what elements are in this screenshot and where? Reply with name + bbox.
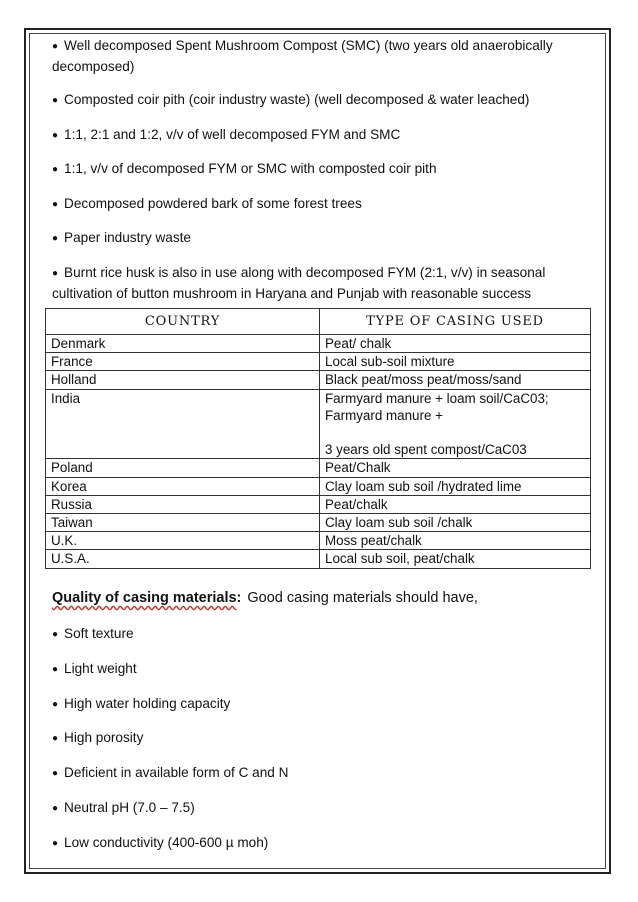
- list-item: ● Paper industry waste: [52, 230, 191, 245]
- table-row: [46, 389, 591, 459]
- casing-cell: Local sub-soil mixture: [320, 353, 591, 371]
- list-item: ● Neutral pH (7.0 – 7.5): [52, 799, 195, 815]
- quality-intro-text: Good casing materials should have,: [247, 590, 478, 606]
- bullet-icon: ●: [52, 41, 59, 52]
- bullet-icon: ●: [52, 663, 59, 675]
- casing-materials-list: [52, 36, 592, 304]
- bullet-icon: ●: [52, 233, 59, 244]
- casing-cell: Local sub soil, peat/chalk: [320, 550, 591, 568]
- table-row: [46, 353, 591, 371]
- bullet-icon: ●: [52, 768, 59, 780]
- table-row: [46, 514, 591, 532]
- list-item: ● 1:1, 2:1 and 1:2, v/v of well decomposed FYM and SMC: [52, 126, 401, 142]
- casing-line: [325, 424, 585, 441]
- table-row: [46, 532, 591, 550]
- casing-cell: Clay loam sub soil /chalk: [320, 514, 591, 532]
- list-item: ● High porosity: [52, 730, 144, 746]
- bullet-icon: ●: [52, 198, 59, 210]
- country-cell: Poland: [46, 459, 320, 477]
- list-item: ● Light weight: [52, 660, 137, 676]
- country-cell: Denmark: [46, 335, 320, 353]
- country-cell: Taiwan: [46, 514, 320, 532]
- bullet-icon: ●: [52, 129, 59, 141]
- bullet-icon: ●: [52, 733, 59, 745]
- table-row: [46, 371, 591, 389]
- table-row: [46, 477, 591, 495]
- table-row: [46, 335, 591, 353]
- bullet-icon: ●: [52, 629, 59, 640]
- country-cell: France: [46, 353, 320, 371]
- casing-line: Farmyard manure +: [325, 407, 443, 423]
- country-cell: India: [46, 389, 320, 459]
- country-cell: Russia: [46, 495, 320, 513]
- list-item: ● Burnt rice husk is also in use along with decomposed FYM (2:1, v/v) in seasonal cultivation of button mushroom in Haryana and Punjab with reasonable success: [52, 264, 546, 301]
- list-item: ● Deficient in available form of C and N: [52, 765, 289, 781]
- list-item: ● Composted coir pith (coir industry waste) (well decomposed & water leached): [52, 92, 530, 107]
- list-item: ● Low conductivity (400-600 µ moh): [52, 834, 269, 850]
- list-item: ● Soft texture: [52, 626, 134, 641]
- quality-criteria-list: [52, 624, 592, 868]
- country-cell: Holland: [46, 371, 320, 389]
- casing-cell: Peat/chalk: [320, 495, 591, 513]
- table-row: [46, 550, 591, 568]
- table-row: [46, 459, 591, 477]
- casing-line: Farmyard manure + loam soil/CaC03;: [325, 390, 549, 406]
- list-item: ● 1:1, v/v of decomposed FYM or SMC with composted coir pith: [52, 161, 437, 176]
- heading-colon: :: [236, 590, 242, 606]
- casing-cell: [320, 389, 591, 459]
- country-cell: U.K.: [46, 532, 320, 550]
- list-item: ● Well decomposed Spent Mushroom Compost (SMC) (two years old anaerobically decomposed): [52, 38, 553, 74]
- quality-section-heading: [52, 590, 592, 606]
- column-header-country: COUNTRY: [46, 309, 320, 335]
- list-item: ● Decomposed powdered bark of some forest trees: [52, 195, 362, 211]
- casing-cell: Clay loam sub soil /hydrated lime: [320, 477, 591, 495]
- casing-cell: Black peat/moss peat/moss/sand: [320, 371, 591, 389]
- bullet-icon: ●: [52, 698, 59, 710]
- casing-by-country-table: [45, 308, 591, 569]
- bullet-icon: ●: [52, 837, 59, 849]
- casing-cell: Peat/ chalk: [320, 335, 591, 353]
- country-cell: U.S.A.: [46, 550, 320, 568]
- bullet-icon: ●: [52, 802, 59, 814]
- list-item: ● High water holding capacity: [52, 695, 231, 711]
- quality-heading: Quality of casing materials: [52, 590, 237, 606]
- casing-cell: Moss peat/chalk: [320, 532, 591, 550]
- bullet-icon: ●: [52, 95, 59, 106]
- table-header-row: [46, 309, 591, 335]
- column-header-casing: TYPE OF CASING USED: [320, 309, 591, 335]
- country-cell: Korea: [46, 477, 320, 495]
- bullet-icon: ●: [52, 267, 59, 279]
- casing-cell: Peat/Chalk: [320, 459, 591, 477]
- casing-line: 3 years old spent compost/CaC03: [325, 442, 527, 458]
- table-row: [46, 495, 591, 513]
- bullet-icon: ●: [52, 164, 59, 175]
